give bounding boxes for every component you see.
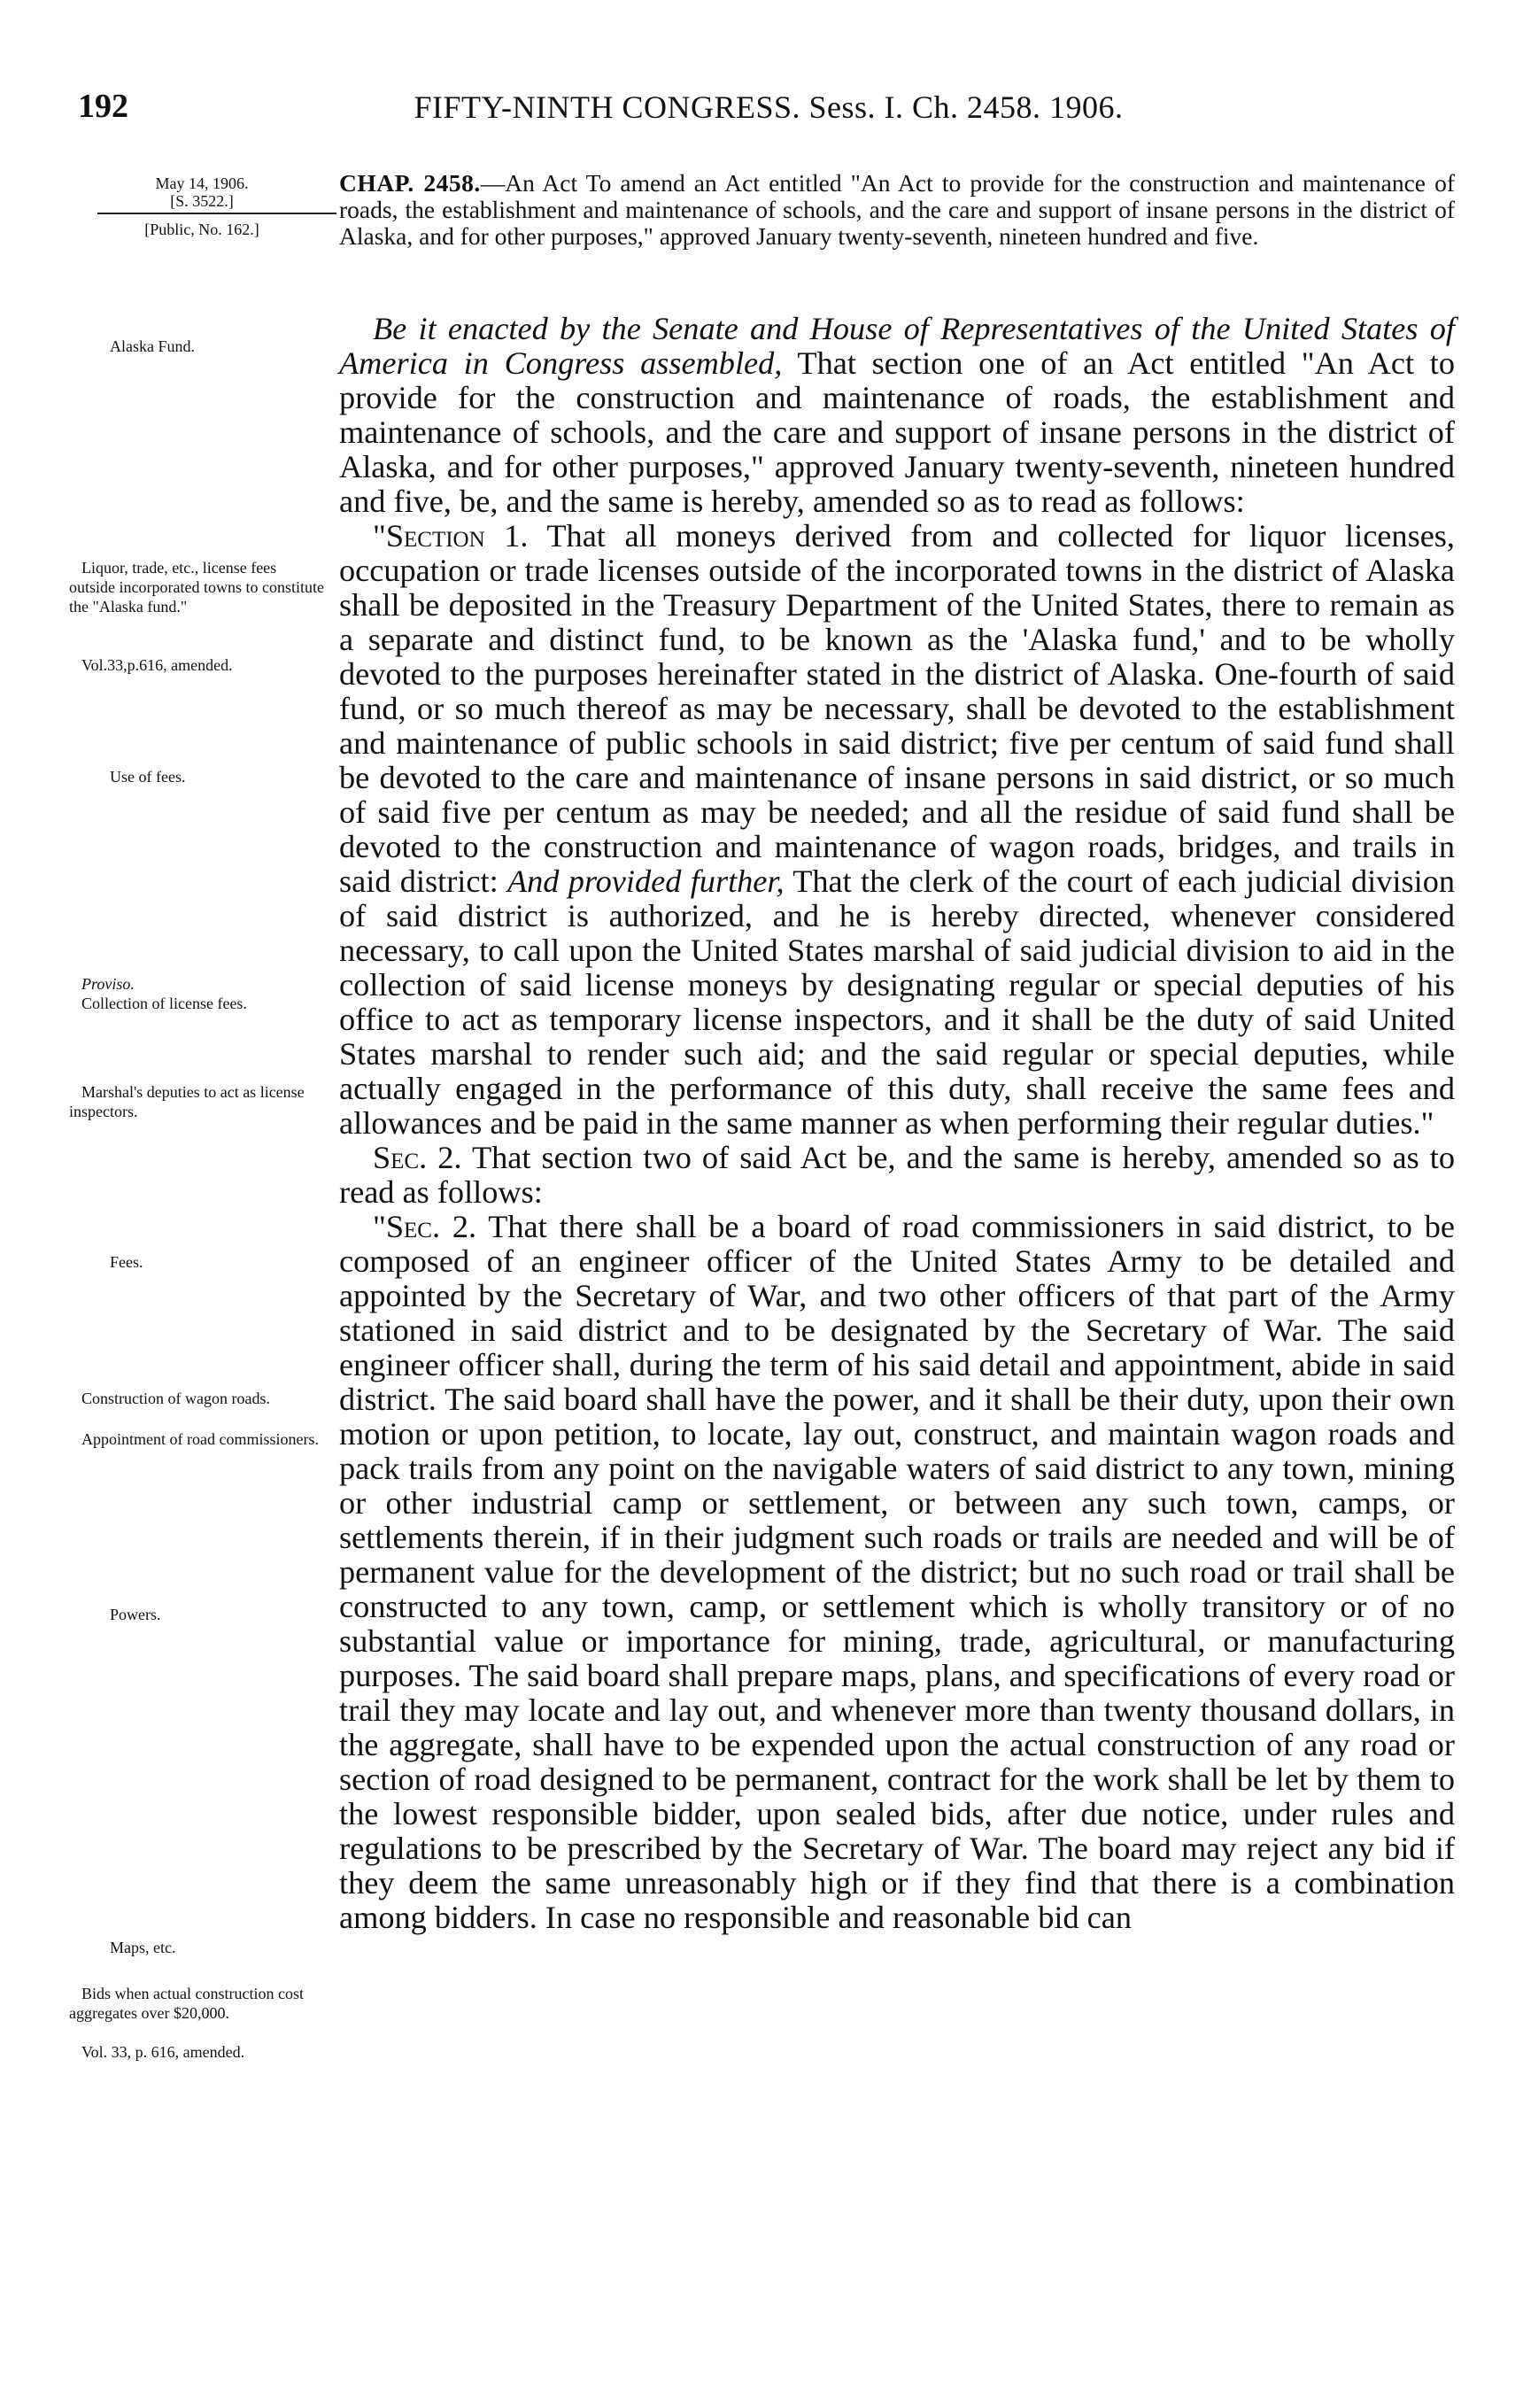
section-two-amendment-text: That section two of said Act be, and the same is hereby, amended so as to read as follows: (339, 1140, 1455, 1210)
enactment-date: May 14, 1906. (155, 174, 249, 192)
running-header (78, 87, 1459, 131)
section-one-paragraph (339, 519, 1455, 1141)
sidenote-construction-of-wagon-roads: Construction of wagon roads. (81, 1390, 270, 1407)
statute-body (339, 312, 1455, 1935)
sidenote-marshals-deputies: Marshal's deputies to act as license inspectors. (69, 1083, 305, 1120)
amended-section-two-text: That there shall be a board of road commissioners in said district, to be composed of an engineer officer of the United States Army to be detailed and appointed by the Secretary of War, and two other officers of that part of the Army stationed in said district and to be designated by the Secretary of War. The said engineer officer shall, during the term of his said detail and appointment, abide in said district. The said board shall have the power, and it shall be their duty, upon their own motion or upon petition, to locate, lay out, construct, and maintain wagon roads and pack trails from any point on the navigable waters of said district to any town, mining or other industrial camp or settlement, or between any such town, camps, or settlements therein, if in their judgment such roads or trails are needed and will be of permanent value for the development of the district; but no such road or trail shall be constructed to any town, camp, or settlement which is wholly transitory or of no substantial value or importance for mining, trade, agricultural, or manufacturing purposes. The said board shall prepare maps, plans, and specifications of every road or trail they may locate and lay out, and whenever more than twenty thousand dollars, in the aggregate, shall have to be expended upon the actual construction of any road or section of road designed to be permanent, contract for the work shall be let by them to the lowest responsible bidder, upon sealed bids, after due notice, under rules and regulations to be prescribed by the Secretary of War. The board may reject any bid if they deem the same unreasonably high or if they find that there is a combination among bidders. In case no responsible and reasonable bid can (339, 1209, 1456, 1935)
sidenote-volume-reference-2: Vol. 33, p. 616, amended. (81, 2043, 245, 2061)
enacting-paragraph-text: That section one of an Act entitled "An Act to provide for the construction and maintenance of roads, the establishment and maintenance of schools, and the care and support of insane persons in the district of Alaska, and for other purposes," approved January twenty-seventh, nineteen hundred and five, be, and the same is hereby, amended so as to read as follows: (339, 345, 1455, 519)
section-one-proviso-text: That the clerk of the court of each judicial division of said district is authorized, and he is hereby directed, whenever considered necessary, to call upon the United States marshal of said judicial division to aid in the collection of said license moneys by designating regular or special deputies of his office to act as temporary license inspectors, and it shall be the duty of said United States marshal to render such aid; and the said regular or special deputies, while actually engaged in the performance of this duty, shall receive the same fees and allowances and be paid in the same manner as when performing their regular duties." (339, 863, 1455, 1141)
sidenote-appointment-of-commissioners: Appointment of road commissioners. (81, 1430, 319, 1448)
amended-section-two-paragraph (339, 1210, 1455, 1935)
running-head-title: FIFTY-NINTH CONGRESS. Sess. I. Ch. 2458. 1906. (414, 89, 1124, 125)
amended-section-two-label: "Sec. 2. (373, 1209, 477, 1244)
enacting-paragraph (339, 312, 1455, 519)
enacting-clause: Be it enacted by the Senate and House of Representatives of the United States of America in Congress assembled, (339, 311, 1455, 381)
margin-divider (97, 213, 336, 214)
public-law-number: [Public, No. 162.] (144, 221, 259, 238)
section-two-label: Sec. 2. (373, 1140, 462, 1175)
chapter-label: CHAP. 2458. (339, 169, 481, 197)
sidenote-volume-reference: Vol.33,p.616, amended. (81, 656, 233, 674)
chapter-heading (339, 170, 1455, 250)
chapter-title: —An Act To amend an Act entitled "An Act to provide for the construction and maintenance of roads, the establishment and maintenance of schools, and the care and support of insane persons in the district of Alaska, and for other purposes," approved January twenty-seventh, nineteen hundred and five. (339, 169, 1455, 250)
proviso-phrase: And provided further, (506, 863, 785, 899)
section-two-amendment-paragraph (339, 1141, 1455, 1210)
sidenote-proviso: Proviso. (81, 975, 135, 993)
sidenote-maps: Maps, etc. (110, 1939, 176, 1956)
sidenote-bids: Bids when actual construction cost aggregates over $20,000. (69, 1985, 304, 2022)
sidenote-use-of-fees: Use of fees. (110, 768, 186, 786)
section-one-text: That all moneys derived from and collected for liquor licenses, occupation or trade licenses outside of the incorporated towns in the district of Alaska shall be deposited in the Treasury Department of the United States, there to remain as a separate and distinct fund, to be known as the 'Alaska fund,' and to be wholly devoted to the purposes hereinafter stated in the district of Alaska. One-fourth of said fund, or so much thereof as may be necessary, shall be devoted to the establishment and maintenance of public schools in said district; five per centum of said fund shall be devoted to the care and maintenance of insane persons in said district, or so much of said five per centum as may be needed; and all the residue of said fund shall be devoted to the construction and maintenance of wagon roads, bridges, and trails in said district: (339, 518, 1456, 899)
section-one-label: "Section 1. (373, 518, 529, 554)
page-number: 192 (78, 88, 128, 125)
sidenote-fees: Fees. (110, 1253, 143, 1271)
senate-bill-number: [S. 3522.] (170, 192, 234, 210)
sidenote-powers: Powers. (110, 1606, 161, 1623)
sidenote-alaska-fund: Alaska Fund. (110, 337, 195, 355)
sidenote-liquor-license-fees: Liquor, trade, etc., license fees outside incorporated towns to constitute the "Alaska fund." (69, 559, 324, 616)
sidenote-collection-of-fees: Collection of license fees. (81, 995, 247, 1012)
